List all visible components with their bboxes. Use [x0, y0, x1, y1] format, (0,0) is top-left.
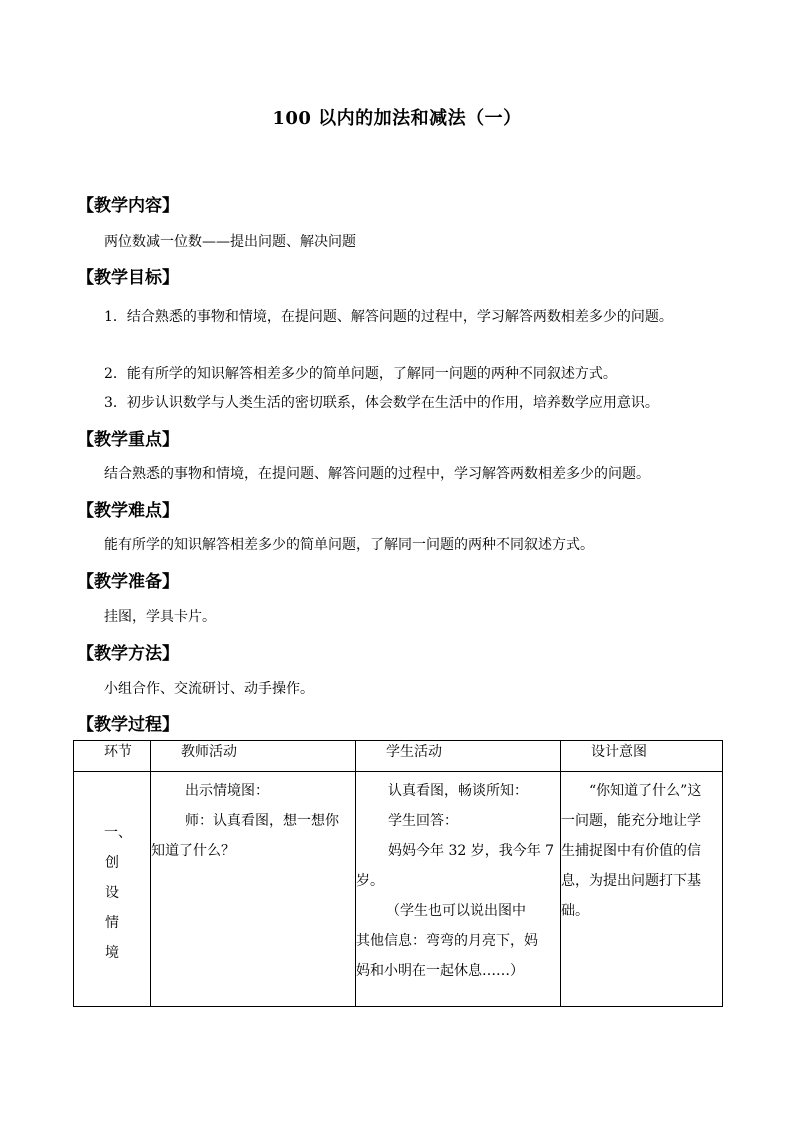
student-line: 岁。 — [356, 873, 384, 889]
stage-char: 境 — [105, 945, 119, 961]
stage-char: 设 — [105, 885, 119, 901]
stage-char: 创 — [105, 855, 119, 871]
heading-teaching-content: 【教学内容】 — [77, 196, 179, 216]
student-line: 妈妈今年 32 岁，我今年 7 — [388, 843, 555, 859]
teacher-line: 知道了什么？ — [151, 843, 235, 859]
student-line: 妈和小明在一起休息……） — [356, 963, 524, 979]
heading-preparation: 【教学准备】 — [77, 572, 179, 592]
teacher-line: 师：认真看图，想一想你 — [185, 813, 339, 829]
stage-char: 情 — [105, 915, 119, 931]
table-row — [74, 772, 723, 1007]
student-activity-cell — [356, 772, 561, 1007]
student-line: 认真看图，畅谈所知： — [388, 783, 528, 799]
header-stage — [74, 741, 151, 772]
student-line: 其他信息：弯弯的月亮下，妈 — [356, 933, 538, 949]
goal-item-1: 1．结合熟悉的事物和情境，在提问题、解答问题的过程中，学习解答两数相差多少的问题。 — [104, 309, 673, 325]
key-points-text: 结合熟悉的事物和情境，在提问题、解答问题的过程中，学习解答两数相差多少的问题。 — [104, 466, 650, 482]
header-student — [356, 741, 561, 772]
heading-difficulties: 【教学难点】 — [77, 501, 179, 521]
heading-key-points: 【教学重点】 — [77, 430, 179, 450]
intent-line: 息，为提出问题打下基 — [561, 873, 701, 889]
student-line: （学生也可以说出图中 — [386, 903, 526, 919]
table-header-row — [74, 741, 723, 772]
goal-item-3: 3．初步认识数学与人类生活的密切联系，体会数学在生活中的作用，培养数学应用意识。 — [104, 395, 659, 411]
intent-line: 生捕捉图中有价值的信 — [561, 843, 701, 859]
header-intent-label: 设计意图 — [591, 744, 647, 760]
heading-teaching-goals: 【教学目标】 — [77, 268, 179, 288]
teaching-content-text: 两位数减一位数——提出问题、解决问题 — [104, 234, 356, 250]
difficulties-text: 能有所学的知识解答相差多少的简单问题，了解同一问题的两种不同叙述方式。 — [104, 537, 594, 553]
intent-line: “你知道了什么”这 — [589, 783, 702, 799]
header-student-label: 学生活动 — [386, 744, 442, 760]
header-intent — [561, 741, 723, 772]
heading-process: 【教学过程】 — [77, 715, 179, 735]
heading-methods: 【教学方法】 — [77, 644, 179, 664]
methods-text: 小组合作、交流研讨、动手操作。 — [104, 681, 314, 697]
teaching-process-table — [73, 740, 723, 1007]
intent-line: 一问题，能充分地让学 — [561, 813, 701, 829]
header-teacher — [151, 741, 356, 772]
header-teacher-label: 教师活动 — [181, 744, 237, 760]
stage-number: 一、 — [104, 825, 132, 841]
preparation-text: 挂图，学具卡片。 — [104, 609, 216, 625]
teacher-activity-cell — [151, 772, 356, 1007]
document-title: 100 以内的加法和减法（一） — [272, 108, 522, 129]
student-line: 学生回答： — [388, 813, 458, 829]
goal-item-2: 2．能有所学的知识解答相差多少的简单问题，了解同一问题的两种不同叙述方式。 — [104, 366, 617, 382]
intent-line: 础。 — [561, 903, 589, 919]
header-stage-label: 环节 — [104, 744, 132, 760]
teacher-line: 出示情境图： — [185, 783, 269, 799]
design-intent-cell — [561, 772, 723, 1007]
stage-cell — [74, 772, 151, 1007]
